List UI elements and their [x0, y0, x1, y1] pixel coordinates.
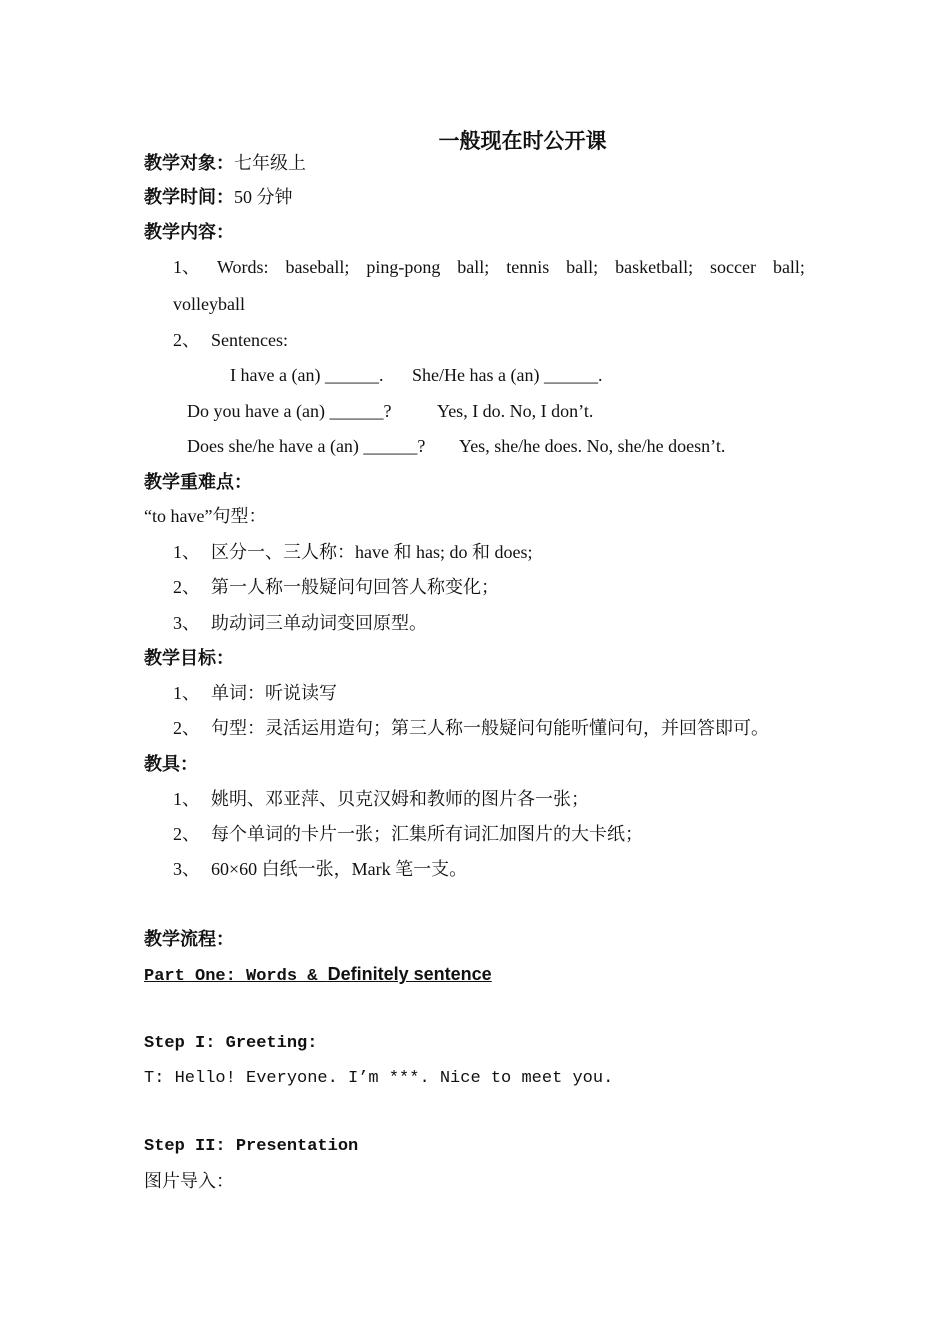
goals-item-1 — [173, 682, 337, 704]
teaching-object-label: 教学对象： — [144, 153, 234, 173]
sentence-1b: She/He has a (an) ______. — [412, 365, 603, 385]
sentence-3a: Does she/he have a (an) ______? — [187, 436, 426, 456]
difficulty-item-3 — [173, 612, 427, 634]
content-item-1 — [173, 256, 805, 278]
sentence-2b: Yes, I do. No, I don’t. — [437, 401, 594, 421]
page-title: 一般现在时公开课 — [438, 129, 607, 153]
difficulty-item-1 — [173, 541, 532, 563]
sentence-1a: I have a (an) ______. — [230, 365, 384, 385]
word-token: tennis — [506, 257, 550, 277]
difficulty-label: 教学重难点： — [144, 472, 252, 492]
content-item-2-number: 2、 — [173, 330, 200, 350]
list-number: 1、 — [173, 542, 200, 562]
list-text: 每个单词的卡片一张；汇集所有词汇加图片的大卡纸； — [211, 824, 643, 844]
tools-item-2 — [173, 823, 643, 845]
word-token: soccer — [710, 257, 756, 277]
list-number: 2、 — [173, 718, 200, 738]
teaching-object-line — [144, 152, 306, 174]
difficulty-intro: “to have”句型： — [144, 506, 267, 526]
list-text: 60×60 白纸一张，Mark 笔一支。 — [211, 859, 468, 879]
list-number: 3、 — [173, 613, 200, 633]
word-token: ball; — [457, 257, 490, 277]
teaching-time-value: 50 分钟 — [234, 187, 293, 207]
sentence-3b: Yes, she/he does. No, she/he doesn’t. — [459, 436, 726, 456]
goals-item-2 — [173, 717, 769, 739]
content-item-2 — [173, 329, 288, 351]
sentence-2a: Do you have a (an) ______? — [187, 401, 392, 421]
word-token: baseball; — [285, 257, 350, 277]
part-one-heading — [144, 963, 492, 988]
teaching-object-value: 七年级上 — [234, 153, 306, 173]
word-token: Words: — [216, 257, 269, 277]
content-item-1-number: 1、 — [173, 257, 200, 277]
word-token: ping-pong — [366, 257, 441, 277]
list-number: 2、 — [173, 577, 200, 597]
word-token: ball; — [566, 257, 599, 277]
part-one-heading-b: Definitely sentence — [327, 964, 492, 984]
list-number: 3、 — [173, 859, 200, 879]
tools-label: 教具： — [144, 754, 198, 774]
step-2-title: Step II: Presentation — [144, 1137, 359, 1156]
list-text: 助动词三单动词变回原型。 — [211, 613, 427, 633]
teaching-time-line — [144, 186, 293, 208]
tools-item-3 — [173, 858, 467, 880]
difficulty-item-2 — [173, 576, 499, 598]
part-one-heading-a: Part One: Words & — [144, 967, 328, 986]
list-text: 第一人称一般疑问句回答人称变化； — [211, 577, 499, 597]
word-token: ball; — [772, 257, 805, 277]
word-token: basketball; — [615, 257, 694, 277]
content-item-1-continuation: volleyball — [173, 294, 245, 314]
step-1-text: T: Hello! Everyone. I’m ***. Nice to meet you. — [144, 1069, 614, 1088]
goals-label: 教学目标： — [144, 648, 234, 668]
list-number: 1、 — [173, 789, 200, 809]
process-label: 教学流程： — [144, 929, 234, 949]
step-2-text: 图片导入： — [144, 1171, 234, 1191]
list-number: 2、 — [173, 824, 200, 844]
teaching-time-label: 教学时间： — [144, 187, 234, 207]
list-number: 1、 — [173, 683, 200, 703]
teaching-content-label: 教学内容： — [144, 222, 234, 242]
content-item-2-text: Sentences: — [211, 330, 288, 350]
tools-item-1 — [173, 788, 589, 810]
step-1-title: Step I: Greeting: — [144, 1034, 318, 1053]
list-text: 单词：听说读写 — [211, 683, 337, 703]
list-text: 姚明、邓亚萍、贝克汉姆和教师的图片各一张； — [211, 789, 589, 809]
list-text: 区分一、三人称：have 和 has; do 和 does; — [211, 542, 533, 562]
list-text: 句型：灵活运用造句；第三人称一般疑问句能听懂问句，并回答即可。 — [211, 718, 769, 738]
